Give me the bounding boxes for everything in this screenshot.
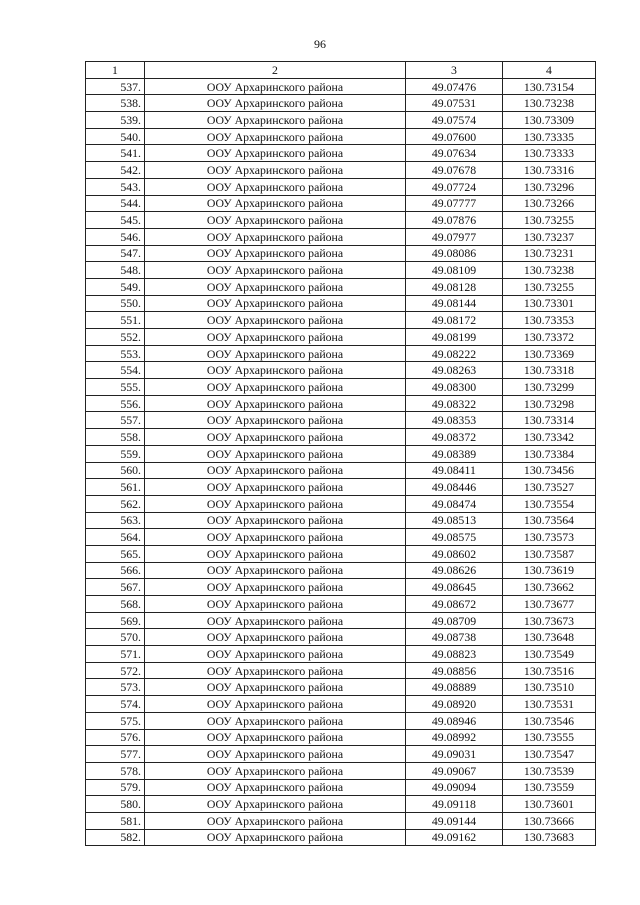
row-number: 558. bbox=[86, 429, 145, 446]
organization-name: ООУ Архаринского района bbox=[145, 212, 406, 229]
organization-name: ООУ Архаринского района bbox=[145, 562, 406, 579]
longitude-value: 130.73555 bbox=[503, 729, 596, 746]
latitude-value: 49.07476 bbox=[406, 78, 503, 95]
latitude-value: 49.08709 bbox=[406, 612, 503, 629]
latitude-value: 49.08626 bbox=[406, 562, 503, 579]
longitude-value: 130.73619 bbox=[503, 562, 596, 579]
table-row bbox=[86, 562, 596, 579]
organization-name: ООУ Архаринского района bbox=[145, 495, 406, 512]
table-row bbox=[86, 312, 596, 329]
organization-name: ООУ Архаринского района bbox=[145, 646, 406, 663]
latitude-value: 49.09094 bbox=[406, 779, 503, 796]
latitude-value: 49.08086 bbox=[406, 245, 503, 262]
table-row bbox=[86, 178, 596, 195]
longitude-value: 130.73255 bbox=[503, 212, 596, 229]
row-number: 547. bbox=[86, 245, 145, 262]
organization-name: ООУ Архаринского района bbox=[145, 462, 406, 479]
row-number: 549. bbox=[86, 278, 145, 295]
longitude-value: 130.73549 bbox=[503, 646, 596, 663]
longitude-value: 130.73666 bbox=[503, 812, 596, 829]
organization-name: ООУ Архаринского района bbox=[145, 245, 406, 262]
latitude-value: 49.08353 bbox=[406, 412, 503, 429]
longitude-value: 130.73335 bbox=[503, 128, 596, 145]
latitude-value: 49.08602 bbox=[406, 545, 503, 562]
organization-name: ООУ Архаринского района bbox=[145, 545, 406, 562]
longitude-value: 130.73372 bbox=[503, 329, 596, 346]
table-body bbox=[86, 78, 596, 846]
latitude-value: 49.08946 bbox=[406, 712, 503, 729]
table-row bbox=[86, 228, 596, 245]
table-row bbox=[86, 295, 596, 312]
row-number: 570. bbox=[86, 629, 145, 646]
longitude-value: 130.73587 bbox=[503, 545, 596, 562]
organization-name: ООУ Архаринского района bbox=[145, 729, 406, 746]
longitude-value: 130.73564 bbox=[503, 512, 596, 529]
longitude-value: 130.73539 bbox=[503, 762, 596, 779]
organization-name: ООУ Архаринского района bbox=[145, 429, 406, 446]
longitude-value: 130.73301 bbox=[503, 295, 596, 312]
organization-name: ООУ Архаринского района bbox=[145, 262, 406, 279]
organization-name: ООУ Архаринского района bbox=[145, 596, 406, 613]
row-number: 557. bbox=[86, 412, 145, 429]
organization-name: ООУ Архаринского района bbox=[145, 629, 406, 646]
row-number: 545. bbox=[86, 212, 145, 229]
latitude-value: 49.08672 bbox=[406, 596, 503, 613]
organization-name: ООУ Архаринского района bbox=[145, 445, 406, 462]
latitude-value: 49.08222 bbox=[406, 345, 503, 362]
organization-name: ООУ Архаринского района bbox=[145, 312, 406, 329]
latitude-value: 49.08389 bbox=[406, 445, 503, 462]
page-number: 96 bbox=[314, 37, 326, 51]
longitude-value: 130.73573 bbox=[503, 529, 596, 546]
longitude-value: 130.73531 bbox=[503, 696, 596, 713]
latitude-value: 49.08144 bbox=[406, 295, 503, 312]
longitude-value: 130.73296 bbox=[503, 178, 596, 195]
table-row bbox=[86, 195, 596, 212]
header-col-1: 1 bbox=[86, 62, 145, 79]
latitude-value: 49.08992 bbox=[406, 729, 503, 746]
organization-name: ООУ Архаринского района bbox=[145, 195, 406, 212]
latitude-value: 49.08889 bbox=[406, 679, 503, 696]
longitude-value: 130.73316 bbox=[503, 162, 596, 179]
longitude-value: 130.73510 bbox=[503, 679, 596, 696]
header-col-3: 3 bbox=[406, 62, 503, 79]
table-row bbox=[86, 529, 596, 546]
table-row bbox=[86, 812, 596, 829]
longitude-value: 130.73456 bbox=[503, 462, 596, 479]
row-number: 573. bbox=[86, 679, 145, 696]
table-row bbox=[86, 412, 596, 429]
latitude-value: 49.07724 bbox=[406, 178, 503, 195]
longitude-value: 130.73266 bbox=[503, 195, 596, 212]
latitude-value: 49.08575 bbox=[406, 529, 503, 546]
coordinates-table bbox=[85, 61, 596, 846]
row-number: 572. bbox=[86, 662, 145, 679]
latitude-value: 49.08920 bbox=[406, 696, 503, 713]
row-number: 562. bbox=[86, 495, 145, 512]
table-row bbox=[86, 696, 596, 713]
longitude-value: 130.73559 bbox=[503, 779, 596, 796]
longitude-value: 130.73527 bbox=[503, 479, 596, 496]
latitude-value: 49.08513 bbox=[406, 512, 503, 529]
organization-name: ООУ Архаринского района bbox=[145, 796, 406, 813]
row-number: 579. bbox=[86, 779, 145, 796]
longitude-value: 130.73342 bbox=[503, 429, 596, 446]
longitude-value: 130.73231 bbox=[503, 245, 596, 262]
row-number: 538. bbox=[86, 95, 145, 112]
latitude-value: 49.09144 bbox=[406, 812, 503, 829]
latitude-value: 49.08738 bbox=[406, 629, 503, 646]
latitude-value: 49.08823 bbox=[406, 646, 503, 663]
latitude-value: 49.08446 bbox=[406, 479, 503, 496]
organization-name: ООУ Архаринского района bbox=[145, 746, 406, 763]
organization-name: ООУ Архаринского района bbox=[145, 128, 406, 145]
table-row bbox=[86, 646, 596, 663]
latitude-value: 49.08856 bbox=[406, 662, 503, 679]
organization-name: ООУ Архаринского района bbox=[145, 479, 406, 496]
organization-name: ООУ Архаринского района bbox=[145, 679, 406, 696]
organization-name: ООУ Архаринского района bbox=[145, 329, 406, 346]
table-row bbox=[86, 345, 596, 362]
longitude-value: 130.73648 bbox=[503, 629, 596, 646]
organization-name: ООУ Архаринского района bbox=[145, 762, 406, 779]
latitude-value: 49.09162 bbox=[406, 829, 503, 846]
latitude-value: 49.08172 bbox=[406, 312, 503, 329]
table-row bbox=[86, 729, 596, 746]
longitude-value: 130.73662 bbox=[503, 579, 596, 596]
row-number: 540. bbox=[86, 128, 145, 145]
row-number: 550. bbox=[86, 295, 145, 312]
table-row bbox=[86, 128, 596, 145]
longitude-value: 130.73237 bbox=[503, 228, 596, 245]
row-number: 544. bbox=[86, 195, 145, 212]
row-number: 581. bbox=[86, 812, 145, 829]
longitude-value: 130.73546 bbox=[503, 712, 596, 729]
organization-name: ООУ Архаринского района bbox=[145, 145, 406, 162]
longitude-value: 130.73601 bbox=[503, 796, 596, 813]
row-number: 567. bbox=[86, 579, 145, 596]
latitude-value: 49.07977 bbox=[406, 228, 503, 245]
table-row bbox=[86, 245, 596, 262]
row-number: 548. bbox=[86, 262, 145, 279]
table-row bbox=[86, 662, 596, 679]
organization-name: ООУ Архаринского района bbox=[145, 696, 406, 713]
row-number: 566. bbox=[86, 562, 145, 579]
organization-name: ООУ Архаринского района bbox=[145, 362, 406, 379]
table-row bbox=[86, 545, 596, 562]
row-number: 571. bbox=[86, 646, 145, 663]
table-row bbox=[86, 362, 596, 379]
table-row bbox=[86, 278, 596, 295]
latitude-value: 49.07876 bbox=[406, 212, 503, 229]
organization-name: ООУ Архаринского района bbox=[145, 178, 406, 195]
header-row bbox=[86, 62, 596, 79]
table-row bbox=[86, 495, 596, 512]
longitude-value: 130.73298 bbox=[503, 395, 596, 412]
longitude-value: 130.73238 bbox=[503, 95, 596, 112]
longitude-value: 130.73677 bbox=[503, 596, 596, 613]
row-number: 541. bbox=[86, 145, 145, 162]
row-number: 582. bbox=[86, 829, 145, 846]
longitude-value: 130.73309 bbox=[503, 112, 596, 129]
latitude-value: 49.08645 bbox=[406, 579, 503, 596]
latitude-value: 49.07634 bbox=[406, 145, 503, 162]
table-row bbox=[86, 145, 596, 162]
row-number: 551. bbox=[86, 312, 145, 329]
latitude-value: 49.07678 bbox=[406, 162, 503, 179]
table-row bbox=[86, 379, 596, 396]
row-number: 554. bbox=[86, 362, 145, 379]
longitude-value: 130.73547 bbox=[503, 746, 596, 763]
latitude-value: 49.08199 bbox=[406, 329, 503, 346]
organization-name: ООУ Архаринского района bbox=[145, 95, 406, 112]
latitude-value: 49.09067 bbox=[406, 762, 503, 779]
latitude-value: 49.08474 bbox=[406, 495, 503, 512]
row-number: 537. bbox=[86, 78, 145, 95]
latitude-value: 49.08263 bbox=[406, 362, 503, 379]
table-row bbox=[86, 779, 596, 796]
table-row bbox=[86, 612, 596, 629]
longitude-value: 130.73683 bbox=[503, 829, 596, 846]
row-number: 564. bbox=[86, 529, 145, 546]
organization-name: ООУ Архаринского района bbox=[145, 829, 406, 846]
latitude-value: 49.07600 bbox=[406, 128, 503, 145]
organization-name: ООУ Архаринского района bbox=[145, 529, 406, 546]
table-row bbox=[86, 212, 596, 229]
latitude-value: 49.07777 bbox=[406, 195, 503, 212]
longitude-value: 130.73154 bbox=[503, 78, 596, 95]
row-number: 539. bbox=[86, 112, 145, 129]
table-row bbox=[86, 579, 596, 596]
row-number: 563. bbox=[86, 512, 145, 529]
table-row bbox=[86, 262, 596, 279]
organization-name: ООУ Архаринского района bbox=[145, 712, 406, 729]
organization-name: ООУ Архаринского района bbox=[145, 412, 406, 429]
row-number: 560. bbox=[86, 462, 145, 479]
organization-name: ООУ Архаринского района bbox=[145, 779, 406, 796]
row-number: 553. bbox=[86, 345, 145, 362]
table-row bbox=[86, 829, 596, 846]
table-row bbox=[86, 445, 596, 462]
longitude-value: 130.73314 bbox=[503, 412, 596, 429]
header-col-4: 4 bbox=[503, 62, 596, 79]
organization-name: ООУ Архаринского района bbox=[145, 812, 406, 829]
row-number: 559. bbox=[86, 445, 145, 462]
latitude-value: 49.08411 bbox=[406, 462, 503, 479]
row-number: 565. bbox=[86, 545, 145, 562]
table-row bbox=[86, 112, 596, 129]
organization-name: ООУ Архаринского района bbox=[145, 662, 406, 679]
longitude-value: 130.73299 bbox=[503, 379, 596, 396]
latitude-value: 49.08109 bbox=[406, 262, 503, 279]
row-number: 576. bbox=[86, 729, 145, 746]
longitude-value: 130.73333 bbox=[503, 145, 596, 162]
row-number: 578. bbox=[86, 762, 145, 779]
row-number: 569. bbox=[86, 612, 145, 629]
organization-name: ООУ Архаринского района bbox=[145, 379, 406, 396]
longitude-value: 130.73255 bbox=[503, 278, 596, 295]
organization-name: ООУ Архаринского района bbox=[145, 278, 406, 295]
organization-name: ООУ Архаринского района bbox=[145, 512, 406, 529]
organization-name: ООУ Архаринского района bbox=[145, 112, 406, 129]
longitude-value: 130.73554 bbox=[503, 495, 596, 512]
longitude-value: 130.73353 bbox=[503, 312, 596, 329]
table-row bbox=[86, 78, 596, 95]
row-number: 561. bbox=[86, 479, 145, 496]
latitude-value: 49.09118 bbox=[406, 796, 503, 813]
latitude-value: 49.07531 bbox=[406, 95, 503, 112]
table-row bbox=[86, 512, 596, 529]
row-number: 577. bbox=[86, 746, 145, 763]
row-number: 543. bbox=[86, 178, 145, 195]
table-row bbox=[86, 762, 596, 779]
latitude-value: 49.09031 bbox=[406, 746, 503, 763]
organization-name: ООУ Архаринского района bbox=[145, 162, 406, 179]
table-row bbox=[86, 429, 596, 446]
row-number: 542. bbox=[86, 162, 145, 179]
table-row bbox=[86, 796, 596, 813]
row-number: 568. bbox=[86, 596, 145, 613]
organization-name: ООУ Архаринского района bbox=[145, 295, 406, 312]
organization-name: ООУ Архаринского района bbox=[145, 345, 406, 362]
latitude-value: 49.08322 bbox=[406, 395, 503, 412]
longitude-value: 130.73384 bbox=[503, 445, 596, 462]
table-row bbox=[86, 162, 596, 179]
table-row bbox=[86, 629, 596, 646]
row-number: 574. bbox=[86, 696, 145, 713]
row-number: 546. bbox=[86, 228, 145, 245]
table-row bbox=[86, 596, 596, 613]
row-number: 575. bbox=[86, 712, 145, 729]
table-row bbox=[86, 329, 596, 346]
table-row bbox=[86, 95, 596, 112]
table-row bbox=[86, 746, 596, 763]
table-row bbox=[86, 479, 596, 496]
latitude-value: 49.08128 bbox=[406, 278, 503, 295]
table-row bbox=[86, 712, 596, 729]
organization-name: ООУ Архаринского района bbox=[145, 78, 406, 95]
row-number: 556. bbox=[86, 395, 145, 412]
latitude-value: 49.08372 bbox=[406, 429, 503, 446]
longitude-value: 130.73673 bbox=[503, 612, 596, 629]
longitude-value: 130.73516 bbox=[503, 662, 596, 679]
longitude-value: 130.73369 bbox=[503, 345, 596, 362]
table-row bbox=[86, 462, 596, 479]
organization-name: ООУ Архаринского района bbox=[145, 579, 406, 596]
header-col-2: 2 bbox=[145, 62, 406, 79]
table-row bbox=[86, 395, 596, 412]
organization-name: ООУ Архаринского района bbox=[145, 395, 406, 412]
longitude-value: 130.73238 bbox=[503, 262, 596, 279]
table-row bbox=[86, 679, 596, 696]
latitude-value: 49.08300 bbox=[406, 379, 503, 396]
longitude-value: 130.73318 bbox=[503, 362, 596, 379]
latitude-value: 49.07574 bbox=[406, 112, 503, 129]
row-number: 552. bbox=[86, 329, 145, 346]
organization-name: ООУ Архаринского района bbox=[145, 612, 406, 629]
row-number: 555. bbox=[86, 379, 145, 396]
row-number: 580. bbox=[86, 796, 145, 813]
organization-name: ООУ Архаринского района bbox=[145, 228, 406, 245]
